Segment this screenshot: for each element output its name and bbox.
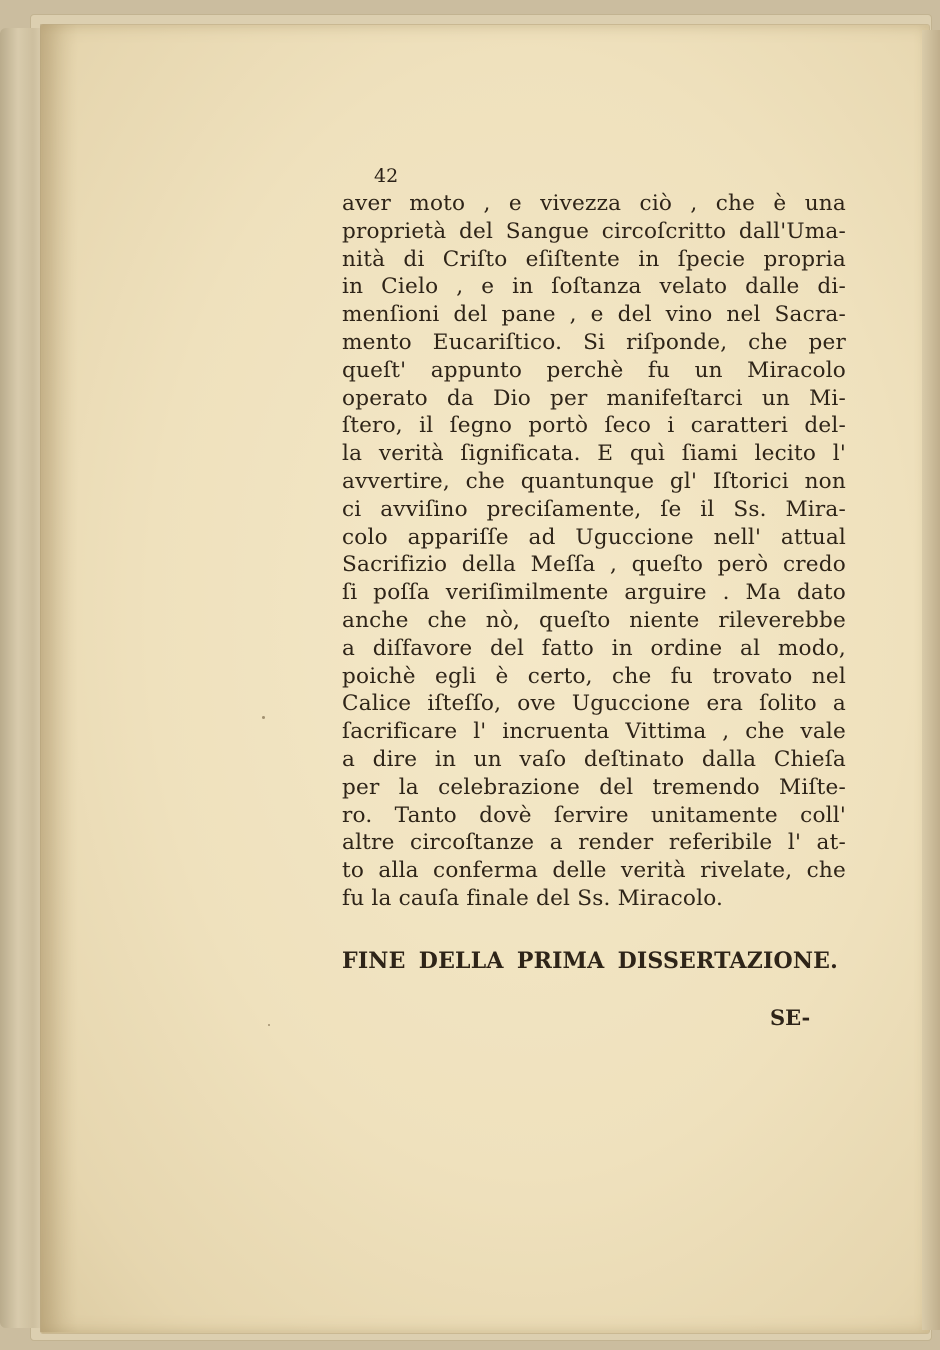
text-line: operato da Dio per manifeſtarci un Mi- bbox=[342, 385, 846, 411]
text-line: anche che nò, queſto niente rileverebbe bbox=[342, 607, 846, 633]
body-text bbox=[342, 190, 846, 913]
text-line: ci avviſino preciſamente, ſe il Ss. Mira- bbox=[342, 496, 846, 522]
text-line: ſacrificare l' incruenta Vittima , che vale bbox=[342, 719, 846, 745]
text-line: ro. Tanto dovè ſervire unitamente coll' bbox=[342, 802, 846, 828]
text-line: poichè egli è certo, che fu trovato nel bbox=[342, 663, 846, 689]
text-line: ſi poſſa veriſimilmente arguire . Ma dato bbox=[342, 580, 846, 606]
text-line: proprietà del Sangue circoſcritto dall'Uma- bbox=[342, 218, 846, 244]
paper-speck bbox=[262, 716, 265, 719]
right-page-edge bbox=[922, 30, 940, 1330]
section-end-heading: FINE DELLA PRIMA DISSERTAZIONE. bbox=[342, 948, 838, 974]
text-line: in Cielo , e in ſoſtanza velato dalle di- bbox=[342, 274, 846, 300]
text-line: to alla conferma delle verità rivelate, che bbox=[342, 858, 846, 884]
text-line: Calice iſteſſo, ove Uguccione era ſolito a bbox=[342, 691, 846, 717]
text-line: Sacrifizio della Meſſa , queſto però credo bbox=[342, 552, 846, 578]
text-line: ſtero, il ſegno portò ſeco i caratteri del- bbox=[342, 413, 846, 439]
text-line: a dire in un vaſo deſtinato dalla Chieſa bbox=[342, 746, 846, 772]
text-line: aver moto , e vivezza ciò , che è una bbox=[342, 191, 846, 216]
page-number: 42 bbox=[374, 165, 399, 187]
text-line: la verità ſignificata. E quì ſiami lecito l' bbox=[342, 441, 846, 467]
text-line: per la celebrazione del tremendo Miſte- bbox=[342, 774, 846, 800]
text-line: avvertire, che quantunque gl' Iſtorici non bbox=[342, 468, 846, 494]
text-line: altre circoſtanze a render referibile l' at- bbox=[342, 830, 846, 856]
text-line: queſt' appunto perchè fu un Miracolo bbox=[342, 357, 846, 383]
text-line: menſioni del pane , e del vino nel Sacra- bbox=[342, 302, 846, 328]
text-line: a diſfavore del fatto in ordine al modo, bbox=[342, 635, 846, 661]
catchword: SE- bbox=[770, 1005, 811, 1030]
text-line: mento Eucariſtico. Si riſponde, che per bbox=[342, 329, 846, 355]
text-line: colo appariſſe ad Uguccione nell' attual bbox=[342, 524, 846, 550]
paper-speck bbox=[268, 1024, 270, 1026]
gutter-shadow bbox=[40, 24, 78, 1332]
text-line: nità di Criſto eſiſtente in ſpecie propria bbox=[342, 246, 846, 272]
text-line: fu la cauſa finale del Ss. Miracolo. bbox=[342, 885, 724, 911]
